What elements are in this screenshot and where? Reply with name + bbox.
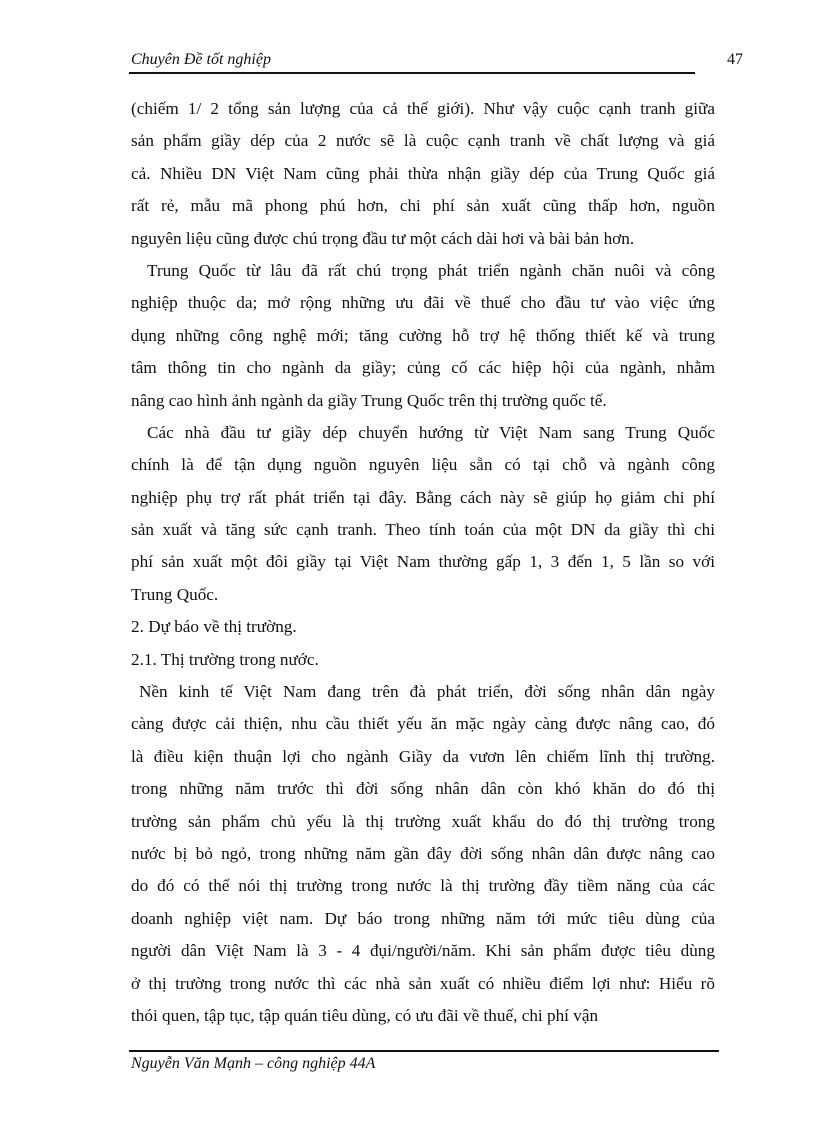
text-line: (chiếm 1/ 2 tổng sản lượng của cả thế giới). Như vậy cuộc cạnh tranh giữa — [131, 99, 715, 118]
footer-rule — [129, 1050, 719, 1052]
text-line: nghiệp thuộc da; mở rộng những ưu đãi về thuế cho đầu tư vào việc ứng — [131, 293, 715, 313]
subsection-heading: 2.1. Thị trường trong nước. — [131, 649, 319, 669]
text-line: người dân Việt Nam là 3 - 4 đụi/người/năm. Khi sản phẩm được tiêu dùng — [131, 941, 715, 961]
text-line: Các nhà đầu tư giầy dép chuyển hướng từ Việt Nam sang Trung Quốc — [147, 422, 715, 442]
text-line: Trung Quốc. — [131, 584, 219, 604]
text-line: sản phẩm giầy dép của 2 nước sẽ là cuộc cạnh tranh về chất lượng và giá — [131, 131, 715, 151]
text-line: thói quen, tập tục, tập quán tiêu dùng, có ưu đãi về thuế, chi phí vận — [131, 1005, 599, 1025]
text-line: sản xuất và tăng sức cạnh tranh. Theo tính toán của một DN da giầy thì chi — [131, 520, 715, 540]
text-line: càng được cải thiện, nhu cầu thiết yếu ăn mặc ngày càng được nâng cao, đó — [131, 714, 715, 734]
text-line: Trung Quốc từ lâu đã rất chú trọng phát triển ngành chăn nuôi và công — [147, 260, 715, 280]
text-line: rất rẻ, mẫu mã phong phú hơn, chi phí sản xuất cũng thấp hơn, nguồn — [131, 196, 715, 216]
text-line: Nền kinh tế Việt Nam đang trên đà phát triển, đời sống nhân dân ngày — [139, 682, 715, 702]
page-header — [131, 50, 743, 74]
text-line: do đó có thể nói thị trường trong nước là thị trường đầy tiềm năng của các — [131, 876, 715, 896]
section-heading: 2. Dự báo về thị trường. — [131, 617, 297, 637]
header-rule — [129, 72, 695, 74]
text-line: nước bị bỏ ngỏ, trong những năm gần đây đời sống nhân dân được nâng cao — [131, 843, 715, 863]
text-line: nghiệp phụ trợ rất phát triển tại đây. Bằng cách này sẽ giúp họ giảm chi phí — [131, 487, 715, 507]
text-line: cả. Nhiều DN Việt Nam cũng phải thừa nhận giầy dép của Trung Quốc giá — [131, 163, 715, 183]
text-line: ở thị trường trong nước thì các nhà sản xuất có nhiều điểm lợi như: Hiểu rõ — [131, 973, 715, 993]
text-line: là điều kiện thuận lợi cho ngành Giầy da vươn lên chiếm lĩnh thị trường. — [131, 746, 715, 766]
text-line: chính là để tận dụng nguồn nguyên liệu sẵn có tại chỗ và ngành công — [131, 455, 715, 475]
text-line: doanh nghiệp việt nam. Dự báo trong những năm tới mức tiêu dùng của — [131, 908, 715, 928]
text-line: nguyên liệu cũng được chú trọng đầu tư một cách dài hơi và bài bản hơn. — [131, 228, 635, 248]
footer-author: Nguyễn Văn Mạnh – công nghiệp 44A — [131, 1055, 376, 1072]
text-line: phí sản xuất một đôi giầy tại Việt Nam thường gấp 1, 3 đến 1, 5 lần so với — [131, 552, 715, 572]
header-title: Chuyên Đề tốt nghiệp — [131, 51, 271, 68]
page-number: 47 — [727, 51, 743, 68]
text-line: nâng cao hình ảnh ngành da giầy Trung Quốc trên thị trường quốc tế. — [131, 390, 607, 410]
text-line: dụng những công nghệ mới; tăng cường hỗ trợ hệ thống thiết kế và trung — [131, 325, 715, 345]
text-line: trong những năm trước thì đời sống nhân dân còn khó khăn do đó thị — [131, 779, 715, 799]
text-line: trường sản phẩm chủ yếu là thị trường xuất khẩu do đó thị trường trong — [131, 811, 715, 831]
text-line: tâm thông tin cho ngành da giầy; củng cố các hiệp hội của ngành, nhằm — [131, 358, 715, 378]
body-text — [131, 93, 715, 1032]
